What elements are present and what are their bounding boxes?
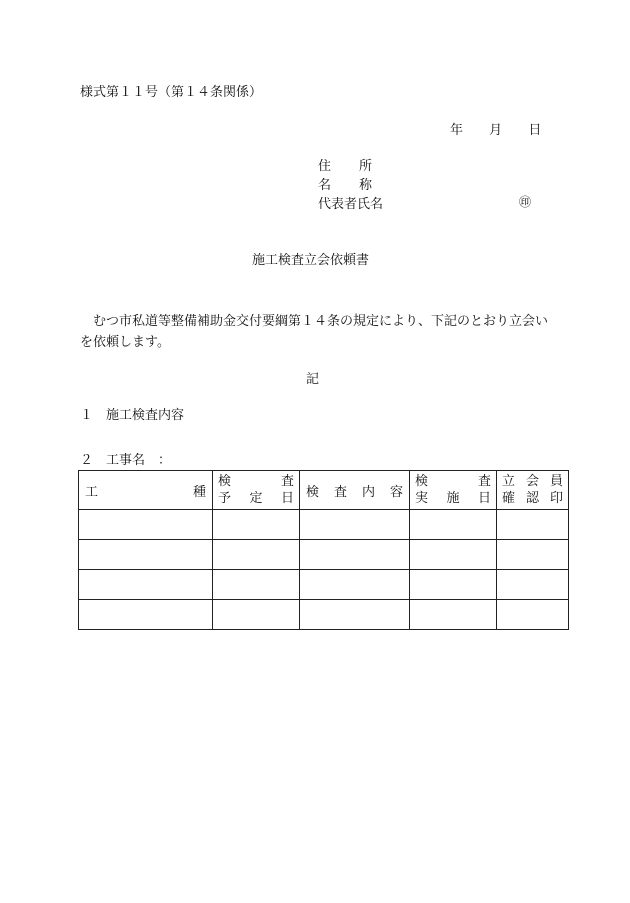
cell-work-type[interactable]	[79, 600, 213, 630]
header-attendee-confirmation: 立 会 員 確 認 印	[497, 471, 569, 510]
date-month: 月	[489, 123, 503, 138]
header-work-type: 工 種	[79, 471, 213, 510]
date-day: 日	[528, 123, 542, 138]
cell-inspection-content[interactable]	[300, 540, 410, 570]
cell-actual-date[interactable]	[410, 510, 497, 540]
header-actual-date: 検 査 実 施 日	[410, 471, 497, 510]
cell-inspection-content[interactable]	[300, 570, 410, 600]
inspection-table	[78, 470, 569, 630]
cell-work-type[interactable]	[79, 540, 213, 570]
cell-attendee-seal[interactable]	[497, 540, 569, 570]
form-number: 様式第１１号（第１４条関係）	[80, 85, 263, 100]
cell-scheduled-date[interactable]	[213, 570, 300, 600]
item-2: ２ 工事名 ：	[80, 453, 172, 468]
table-header-row	[79, 471, 569, 510]
body-text: むつ市私道等整備補助金交付要綱第１４条の規定により、下記のとおり立会いを依頼します。	[80, 314, 549, 350]
table-row	[79, 570, 569, 600]
header-scheduled-date: 検 査 予 定 日	[213, 471, 300, 510]
header-inspection-content: 検 査 内 容	[300, 471, 410, 510]
document-title: 施工検査立会依頼書	[252, 253, 370, 268]
cell-scheduled-date[interactable]	[213, 510, 300, 540]
cell-inspection-content[interactable]	[300, 510, 410, 540]
cell-attendee-seal[interactable]	[497, 510, 569, 540]
item-1: １ 施工検査内容	[80, 408, 185, 423]
address-label: 住所	[318, 159, 401, 174]
cell-scheduled-date[interactable]	[213, 540, 300, 570]
date-year: 年	[450, 123, 464, 138]
cell-attendee-seal[interactable]	[497, 570, 569, 600]
cell-scheduled-date[interactable]	[213, 600, 300, 630]
representative-label: 代表者氏名	[318, 197, 384, 212]
cell-actual-date[interactable]	[410, 600, 497, 630]
cell-inspection-content[interactable]	[300, 600, 410, 630]
table-row	[79, 510, 569, 540]
ki-label: 記	[306, 372, 320, 387]
name-label: 名称	[318, 178, 401, 193]
cell-work-type[interactable]	[79, 510, 213, 540]
table-row	[79, 540, 569, 570]
date-line	[450, 119, 541, 138]
cell-attendee-seal[interactable]	[497, 600, 569, 630]
table-row	[79, 600, 569, 630]
cell-work-type[interactable]	[79, 570, 213, 600]
seal-mark: ㊞	[519, 195, 532, 209]
cell-actual-date[interactable]	[410, 570, 497, 600]
cell-actual-date[interactable]	[410, 540, 497, 570]
